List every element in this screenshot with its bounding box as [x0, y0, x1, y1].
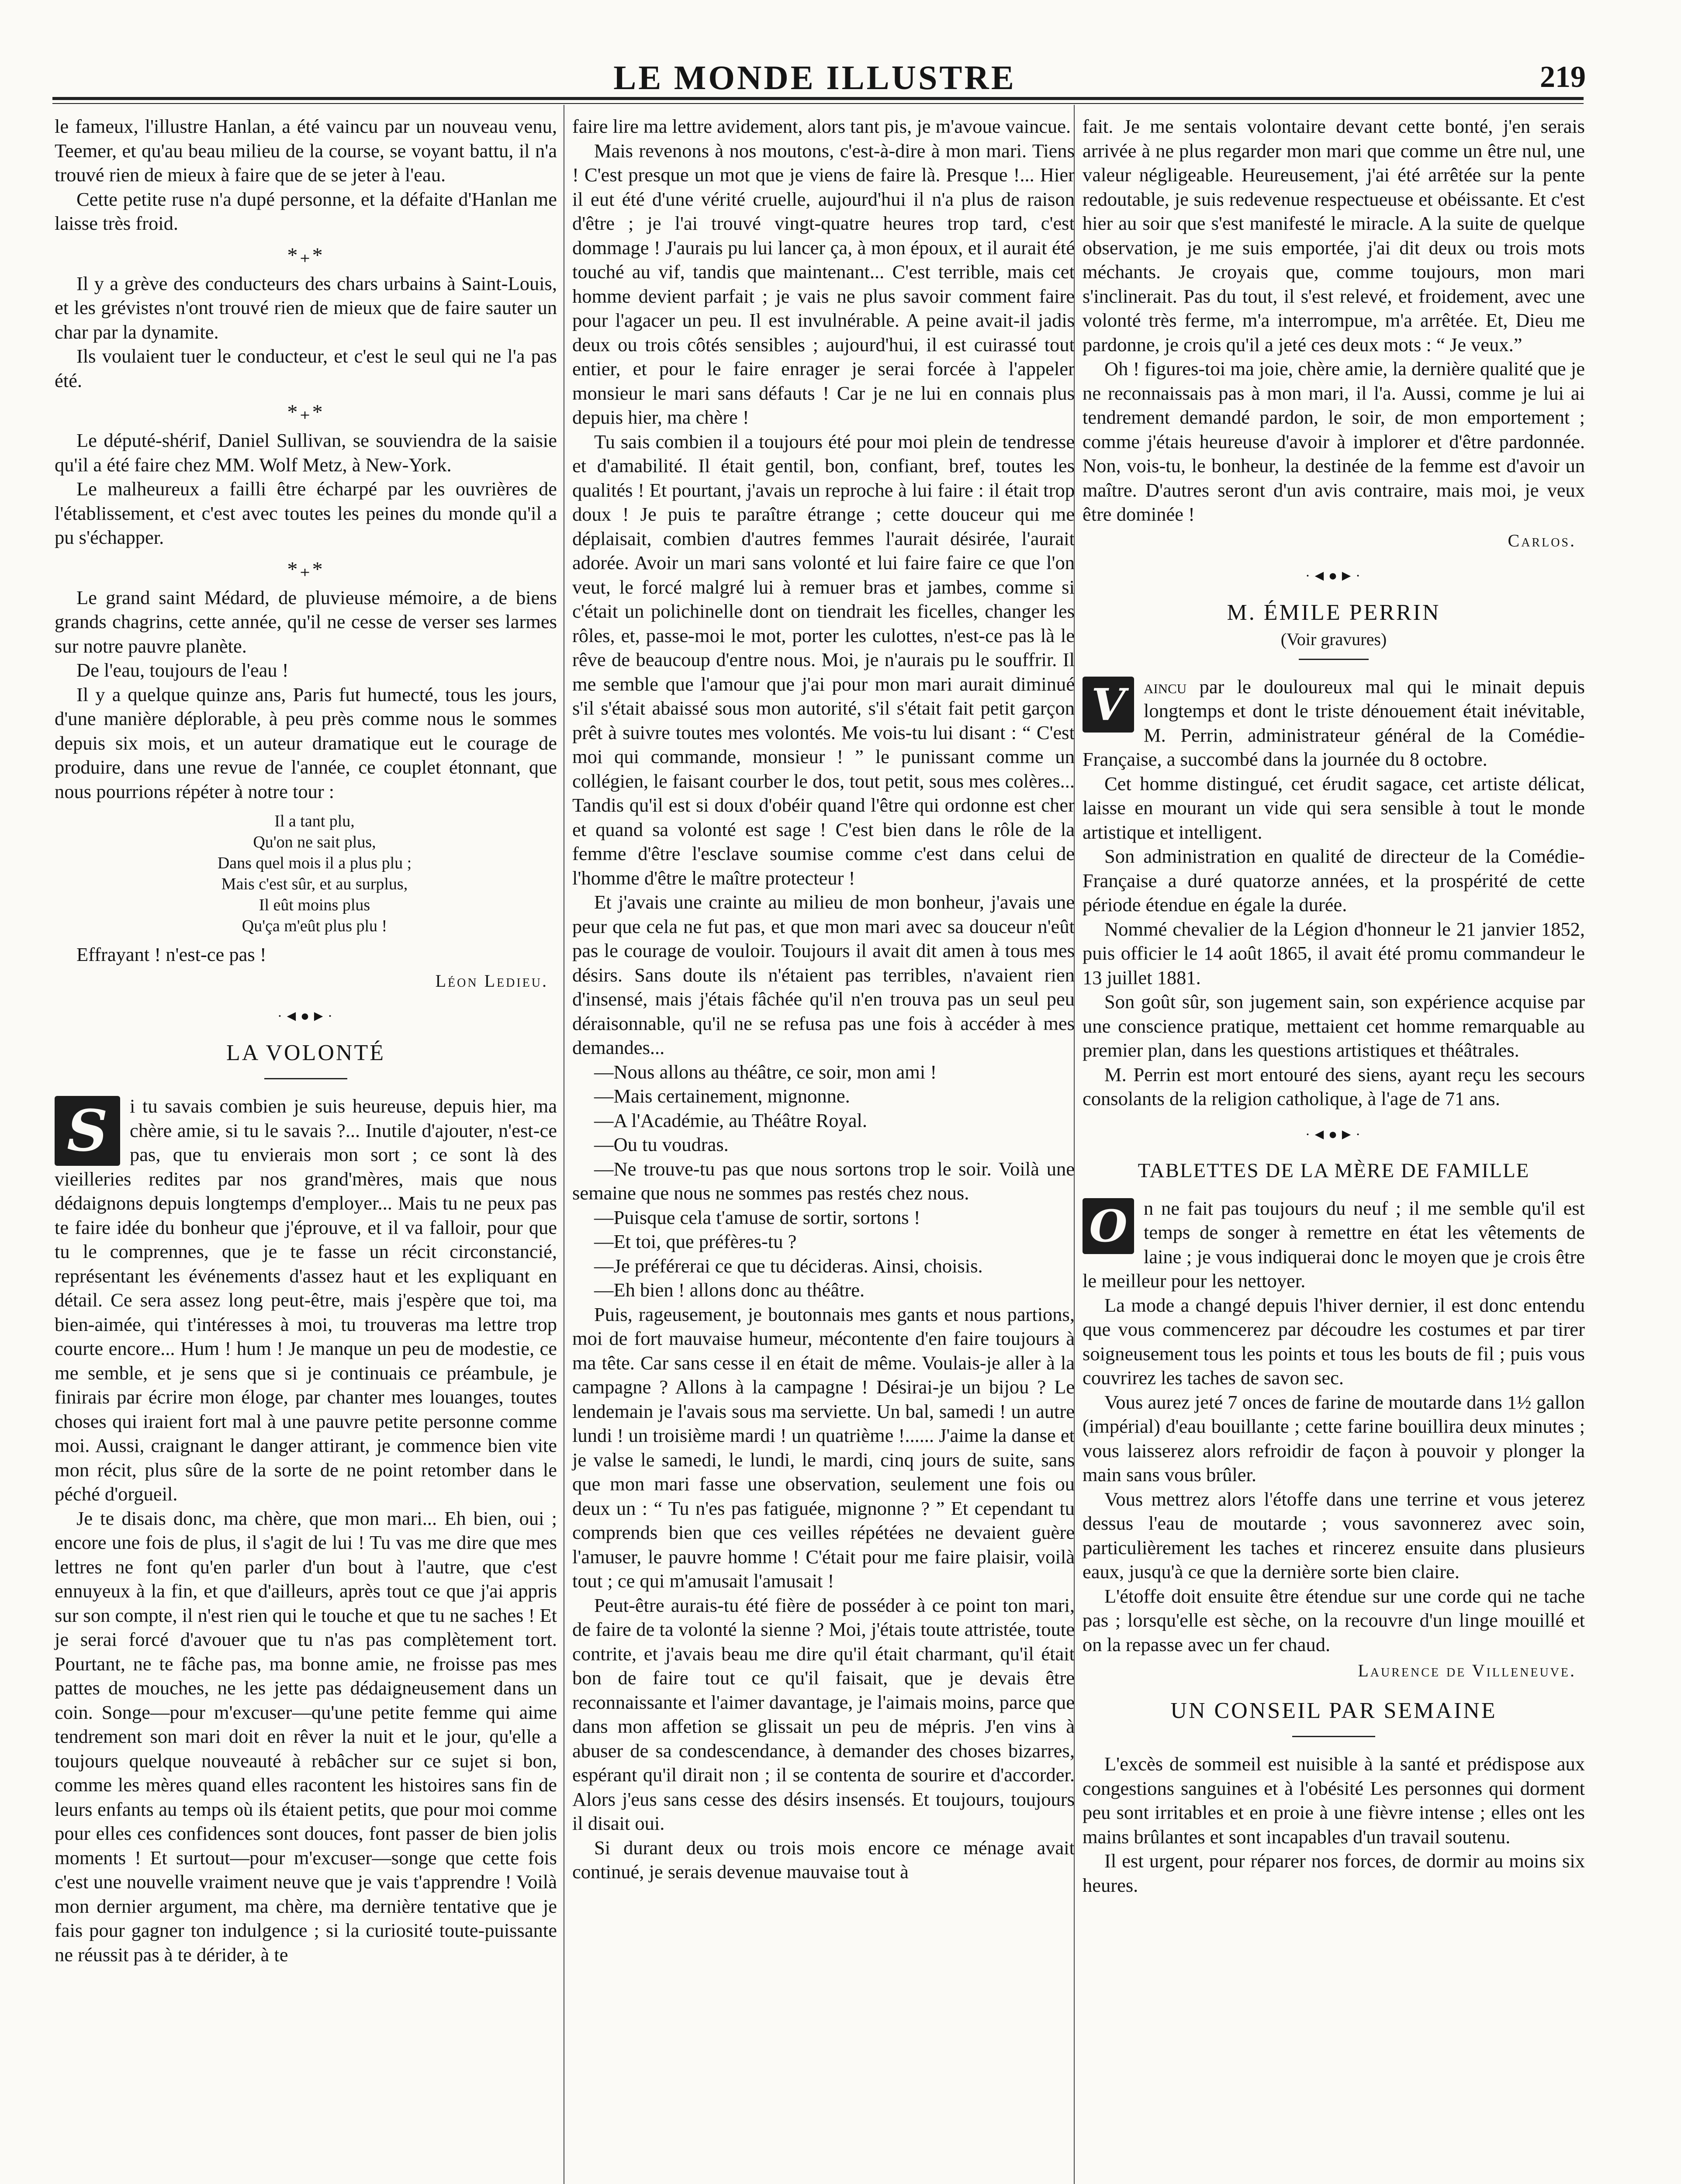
article-opening — [55, 1094, 557, 1507]
section-title: UN CONSEIL PAR SEMAINE — [1170, 1698, 1497, 1723]
paragraph: Je te disais donc, ma chère, que mon mari... Eh bien, oui ; encore une fois de plus, il s'agit de lui ! Tu vas me dire que mes lettres ne font qu'en parler d'un bout à l'autre, que c'est ennuyeux à la fin, et que d'ailleurs, après tout ce que j'ai appris sur son compte, il n'est rien qui le touche et que tu ne saches ! Et je serai forcé d'avouer que tu n'as pas complètement tort. Pourtant, ne te fâche pas, ma bonne amie, ne froisse pas mes pattes de mouches, ne les jette pas dédaigneusement dans un coin. Songe—pour m'excuser—qu'une petite femme qui aime tendrement son mari doit en rêver la nuit et le jour, qu'elle a toujours quelque nouveauté à rebâcher sur ce sujet si bon, comme les mères quand elles racontent les histoires sans fin de leurs enfants au temps où ils étaient petits, que pour moi comme pour elles ces confidences sont douces, font passer de bien jolis moments ! Et surtout—pour m'excuser—songe que cette fois c'est une nouvelle vraiment neuve que je vais t'apprendre ! Voilà mon dernier argument, ma chère, ma dernière tentative que je fais pour gagner ton indulgence ; si la curiosité toute-puissante ne réussit pas à te dérider, à te — [55, 1507, 557, 1966]
section-title: LA VOLONTÉ — [226, 1040, 385, 1065]
poem-line: Mais c'est sûr, et au surplus, — [221, 875, 408, 893]
author-signature: Carlos. — [1508, 530, 1576, 550]
paragraph: Le grand saint Médard, de pluvieuse mémoire, a de biens grands chagrins, cette année, qu'il ne cesse de verser ses larmes sur notre pauvre planète. — [55, 586, 557, 657]
paragraph: Si durant deux ou trois mois encore ce ménage avait continué, je serais devenue mauvaise tout à — [572, 1836, 1075, 1883]
title-rule — [1292, 1736, 1375, 1737]
paragraph: Il y a quelque quinze ans, Paris fut humecté, tous les jours, d'une manière déplorable, à peu près comme nous le sommes depuis six mois, et un auteur dramatique eut le courage de produire, dans une revue de l'année, ce couplet étonnant, que nous pourrions répéter à notre tour : — [55, 683, 557, 802]
drop-cap: S — [55, 1096, 120, 1166]
poem — [55, 811, 557, 936]
dialogue-line: —Et toi, que préfères-tu ? — [594, 1230, 797, 1252]
dialogue-line: —Eh bien ! allons donc au théâtre. — [594, 1279, 865, 1301]
paragraph: Oh ! figures-toi ma joie, chère amie, la dernière qualité que je ne reconnaissais pas à mon mari, il l'a. Aussi, comme je lui ai tendrement demandé pardon, le soir, de mon emportement ; comme j'étais heureuse d'avoir à implorer et d'être pardonnée. Non, vois-tu, le bonheur, la destinée de la femme est d'avoir un maître. D'autres seront d'un avis contraire, mais moi, je veux être dominée ! — [1083, 358, 1585, 525]
poem-line: Dans quel mois il a plus plu ; — [217, 854, 412, 872]
dialogue-line: —Ne trouve-tu pas que nous sortons trop le soir. Voilà une semaine que nous ne sommes pas restés chez nous. — [572, 1158, 1075, 1204]
paragraph: De l'eau, toujours de l'eau ! — [76, 659, 289, 681]
ornament-divider: ·◄●►· — [277, 1008, 335, 1024]
paragraph-text: i tu savais combien je suis heureuse, depuis hier, ma chère amie, si tu le savais ?... Inutile d'ajouter, n'est-ce pas, que tu envierais mon sort ; ce sont là des vieilleries redites par nos grand'mères, mais que nous dédaignons depuis longtemps d'employer... Mais tu ne peux pas te faire idée du bonheur que j'éprouve, et il va falloir, pour que tu le comprennes, que je te fasse un récit circonstancié, représentant les événements d'assez haut et les expliquant en détail. Ce sera assez long peut-être, mais j'espère que toi, ma bien-aimée, qui t'intéresses à moi, tu trouveras ma lettre trop courte encore... Hum ! hum ! Je manque un peu de modestie, ce me semble, et je sens que si je continuais ce préambule, je finirais par écrire mon éloge, par chanter mes louanges, toutes choses qui iraient fort mal à une pauvre petite personne comme moi. Aussi, craignant le danger attirant, je commence bien vite mon récit, plus sûre de la sorte de ne point retomber dans le péché d'orgueil. — [55, 1095, 557, 1505]
paragraph: Peut-être aurais-tu été fière de posséder à ce point ton mari, de faire de ta volonté la sienne ? Moi, j'étais toute attristée, toute contrite, et j'avais beau me dire qu'il était charmant, qu'il était bon de faire tout ce qu'il faisait, que je devais être reconnaissante et l'aimer davantage, je l'aimais moins, parce que dans mon affetion se glissait un peu de mépris. J'en vins à abuser de sa condescendance, à demander des choses bizarres, espérant qu'il dirait non ; il se contenta de sourire et d'accorder. Alors j'eus sans cesse des désirs insensés. Et toujours, toujours il disait oui. — [572, 1594, 1075, 1834]
author-signature: Léon Ledieu. — [435, 971, 548, 991]
title-rule — [264, 1078, 347, 1079]
dialogue-line: —Puisque cela t'amuse de sortir, sortons ! — [594, 1206, 920, 1228]
poem-line: Qu'on ne sait plus, — [253, 833, 376, 851]
paragraph: Il est urgent, pour réparer nos forces, de dormir au moins six heures. — [1083, 1850, 1585, 1896]
drop-cap: O — [1083, 1198, 1134, 1254]
drop-cap: V — [1083, 677, 1134, 733]
paragraph: L'étoffe doit ensuite être étendue sur une corde qui ne tache pas ; lorsqu'elle est sèche, on la recouvre d'un linge mouillé et on la repasse avec un fer chaud. — [1083, 1585, 1585, 1655]
dialogue-line: —Je préférerai ce que tu décideras. Ainsi, choisis. — [594, 1254, 983, 1277]
paragraph: L'excès de sommeil est nuisible à la santé et prédispose aux congestions sanguines et à l'obésité Les personnes qui dorment peu sont irritables et en proie à une fièvre intense ; elles ont les mains brûlantes et sont incapables d'un travail soutenu. — [1083, 1753, 1585, 1848]
paragraph-text: n ne fait pas toujours du neuf ; il me semble qu'il est temps de songer à remettre en état les vêtements de laine ; je vous indiquerai donc le moyen que je crois être le meilleur pour les nettoyer. — [1083, 1197, 1585, 1292]
dialogue-line: —Nous allons au théâtre, ce soir, mon ami ! — [594, 1061, 937, 1083]
asterism: *₊* — [287, 557, 325, 581]
article-opening — [1083, 1196, 1585, 1293]
paragraph: le fameux, l'illustre Hanlan, a été vaincu par un nouveau venu, Teemer, et qu'au beau milieu de la course, se voyant battu, il n'a trouvé rien de mieux à faire que de se jeter à l'eau. — [55, 115, 557, 186]
paragraph: fait. Je me sentais volontaire devant cette bonté, j'en serais arrivée à ne plus regarder mon mari que comme un être nul, une valeur négligeable. Heureusement, j'ai été arrêtée sur la pente redoutable, je suis redevenue respectueuse et obéissante. Et c'est hier au soir que s'est manifesté le miracle. A la suite de quelque observation, je me suis emportée, j'ai dit deux ou trois mots méchants. Je croyais que, comme toujours, mon mari s'inclinerait. Pas du tout, il s'est relevé, et froidement, avec une volonté très ferme, m'a interrompue, m'a arrêtée. Et, Dieu me pardonne, je crois qu'il a jeté ces deux mots : “ Je veux.” — [1083, 115, 1585, 356]
paragraph: Vous mettrez alors l'étoffe dans une terrine et vous jeterez dessus l'eau de moutarde ; vous savonnerez avec soin, particulièrement les taches et rincerez ensuite dans plusieurs eaux, jusqu'à ce que la dernière sorte bien claire. — [1083, 1488, 1585, 1583]
page-number: 219 — [1540, 60, 1586, 94]
section-title: M. ÉMILE PERRIN — [1227, 600, 1441, 625]
paragraph: Le député-shérif, Daniel Sullivan, se souviendra de la saisie qu'il a été faire chez MM. Wolf Metz, à New-York. — [55, 429, 557, 476]
paragraph: La mode a changé depuis l'hiver dernier, il est donc entendu que vous commencerez par découdre les costumes et par tirer soigneusement tous les points et tous les bouts de fil ; puis vous couvrirez les taches de savon sec. — [1083, 1294, 1585, 1389]
asterism: *₊* — [287, 401, 325, 424]
lead-in-word: aincu — [1144, 675, 1187, 698]
paragraph: Mais revenons à nos moutons, c'est-à-dire à mon mari. Tiens ! C'est presque un mot que je viens de faire là. Presque !... Hier il eut été d'une vérité cruelle, aujourd'hui il n'a plus de raison d'être ; je l'ai trouvé vingt-quatre heures trop tard, c'est dommage ! J'aurais pu lui lancer ça, à mon époux, et il aurait été touché au vif, tandis que maintenant... C'est terrible, mais cet homme devient parfait ; je vais ne plus savoir comment faire pour l'agacer un peu. Il est invulnérable. A peine avait-il jadis deux ou trois côtés sensibles ; aujourd'hui, il est cuirassé tout entier, et pour le faire enrager je serai forcée à l'appeler monsieur le mari sans défauts ! Car je ne lui en connais plus depuis hier, ma chère ! — [572, 139, 1075, 428]
section-title: TABLETTES DE LA MÈRE DE FAMILLE — [1138, 1159, 1530, 1182]
paragraph: Il y a grève des conducteurs des chars urbains à Saint-Louis, et les grévistes n'ont trouvé rien de mieux que de faire sauter un char par la dynamite. — [55, 272, 557, 343]
asterism: *₊* — [287, 243, 325, 267]
dialogue-line: —Ou tu voudras. — [594, 1133, 729, 1155]
paragraph-text: par le douloureux mal qui le minait depuis longtemps et dont le triste dénouement était inévitable, M. Perrin, administrateur général de la Comédie-Française, a succombé dans la journée du 8 octobre. — [1083, 675, 1585, 770]
paragraph: Son administration en qualité de directeur de la Comédie-Française a duré quatorze années, et la prospérité de cette période étendue en égale la durée. — [1083, 845, 1585, 916]
journal-title: LE MONDE ILLUSTRE — [613, 59, 1016, 97]
paragraph: Cette petite ruse n'a dupé personne, et la défaite d'Hanlan me laisse très froid. — [55, 188, 557, 234]
dialogue-line: —A l'Académie, au Théâtre Royal. — [594, 1109, 868, 1131]
article-opening — [1083, 675, 1585, 772]
paragraph: Cet homme distingué, cet érudit sagace, cet artiste délicat, laisse en mourant un vide qui sera sensible à tout le monde artistique et intelligent. — [1083, 772, 1585, 843]
header-rule-thin — [52, 103, 1584, 104]
paragraph: Nommé chevalier de la Légion d'honneur le 21 janvier 1852, puis officier le 14 août 1865, il avait été promu commandeur le 13 juillet 1881. — [1083, 918, 1585, 988]
paragraph: Son goût sûr, son jugement sain, son expérience acquise par une conscience pratique, mettaient cet homme remarquable au premier plan, dans les questions artistiques et théâtrales. — [1083, 991, 1585, 1061]
header-rule — [52, 97, 1584, 100]
section-subtitle: (Voir gravures) — [1280, 629, 1387, 649]
paragraph: Le malheureux a failli être écharpé par les ouvrières de l'établissement, et c'est avec toutes les peines du monde qu'il a pu s'échapper. — [55, 478, 557, 548]
poem-line: Il eût moins plus — [259, 896, 370, 914]
author-signature: Laurence de Villeneuve. — [1358, 1661, 1576, 1680]
paragraph: Effrayant ! n'est-ce pas ! — [76, 943, 266, 965]
paragraph: Et j'avais une crainte au milieu de mon bonheur, j'avais une peur que cela ne fut pas, et que mon mari avec sa douceur n'eût pas le courage de vouloir. Toujours il avait dit amen à tous mes désirs. Sans doute ils n'étaient pas terribles, n'avaient rien d'insensé, mais j'étais fâchée qu'il n'en trouva pas un seul peu déraisonnable, qu'il ne se refusa pas une fois à accéder à mes demandes... — [572, 891, 1075, 1058]
paragraph: Vous aurez jeté 7 onces de farine de moutarde dans 1½ gallon (impérial) d'eau bouillante ; cette farine bouillira deux minutes ; vous laisserez alors refroidir de façon à pouvoir y plonger la main sans vous brûler. — [1083, 1391, 1585, 1486]
poem-line: Il a tant plu, — [274, 812, 355, 830]
column-2 — [572, 114, 1075, 1884]
ornament-divider: ·◄●►· — [1305, 1126, 1363, 1143]
paragraph: Puis, rageusement, je boutonnais mes gants et nous partions, moi de fort mauvaise humeur, mécontente d'en faire toujours à ma tête. Car sans cesse il en était de même. Voulais-je aller à la campagne ? Allons à la campagne ! Désirai-je un bijou ? Le lendemain je l'avais sous ma serviette. Un bal, samedi ! un autre lundi ! un troisième mardi ! un quatrième !...... J'aime la danse et je valse le samedi, le lundi, le mardi, cinq jours de suite, sans que mon mari fasse une observation, seulement une fois ou deux un : “ Tu n'es pas fatiguée, mignonne ? ” Et cependant tu comprends bien que ces veilles répétées ne devaient guère l'amuser, le pauvre homme ! C'était pour me faire plaisir, voilà tout ; ce qui m'amusait l'amusait ! — [572, 1303, 1075, 1592]
paragraph: Ils voulaient tuer le conducteur, et c'est le seul qui ne l'a pas été. — [55, 345, 557, 391]
poem-line: Qu'ça m'eût plus plu ! — [242, 917, 387, 935]
paragraph: faire lire ma lettre avidement, alors tant pis, je m'avoue vaincue. — [572, 115, 1071, 137]
dialogue-line: —Mais certainement, mignonne. — [594, 1085, 850, 1107]
column-1 — [55, 114, 557, 1967]
ornament-divider: ·◄●►· — [1305, 568, 1363, 584]
title-rule — [1299, 659, 1369, 660]
column-3 — [1083, 114, 1585, 1897]
paragraph: M. Perrin est mort entouré des siens, ayant reçu les secours consolants de la religion catholique, à l'age de 71 ans. — [1083, 1063, 1585, 1109]
paragraph: Tu sais combien il a toujours été pour moi plein de tendresse et d'amabilité. Il était gentil, bon, confiant, bref, toutes les qualités ! Et pourtant, j'avais un reproche à lui faire : il était trop doux ! Je puis te paraître étrange ; cette douceur qui me déplaisait, combien d'autres femmes l'aurait désirée, l'aurait adorée. Avoir un mari sans volonté et lui faire faire ce que l'on veut, le forcé malgré lui à remuer bras et jambes, comme si c'était un polichinelle dont on tiendrait les ficelles, changer les rôles, et, passe-moi le mot, porter les culottes, n'est-ce pas là le rêve de beaucoup d'entre nous. Moi, je n'aurais pu le souffrir. Il me semble que l'amour que j'ai pour mon mari aurait diminué s'il s'était abaissé sous mon autorité, s'il s'était fait petit garçon prêt à suivre toutes mes volontés. Me vois-tu lui disant : “ C'est moi qui commande, monsieur ! ” le punissant comme un collégien, le faisant courber le dos, tout petit, sous mes colères... Tandis qu'il est si doux d'obéir quand l'être qui ordonne est cher et quand sa volonté est sage ! C'est bien dans le rôle de la femme d'être l'esclave soumise comme c'est dans celui de l'homme d'être le maître protecteur ! — [572, 430, 1075, 889]
